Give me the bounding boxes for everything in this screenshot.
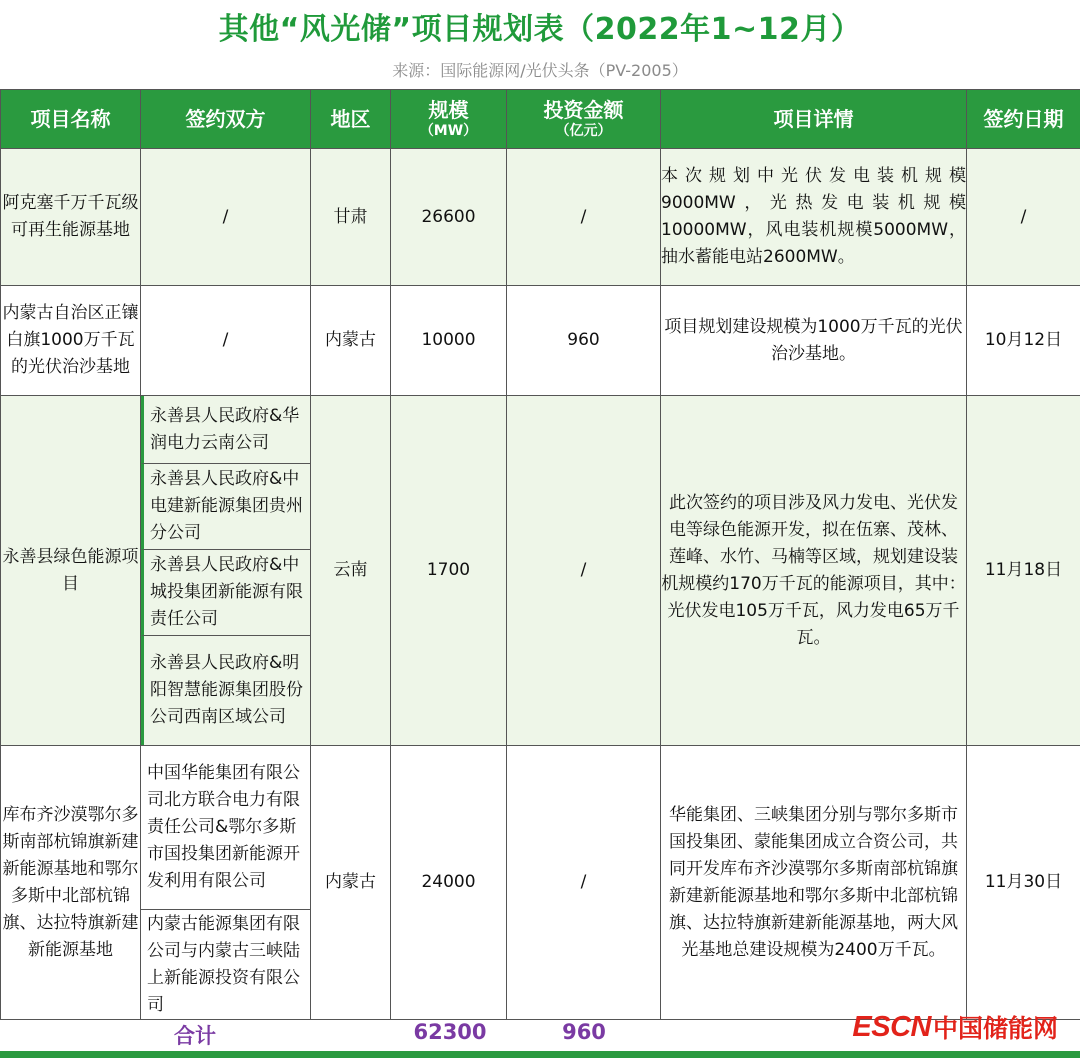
header-detail: 项目详情	[661, 90, 967, 149]
cell-region: 云南	[311, 396, 391, 746]
logo-text: 中国储能网	[932, 1014, 1058, 1043]
table-row	[1, 746, 1080, 1020]
party-entry: 永善县人民政府&华润电力云南公司	[141, 396, 310, 463]
total-label: 合计	[174, 1024, 216, 1048]
logo-mark: ESCN	[852, 1010, 931, 1043]
cell-scale: 1700	[391, 396, 507, 746]
total-investment: 960	[562, 1020, 606, 1044]
header-region: 地区	[311, 90, 391, 149]
header-scale	[391, 90, 507, 149]
cell-project-name: 阿克塞千万千瓦级可再生能源基地	[1, 149, 141, 286]
cell-date: 11月18日	[967, 396, 1080, 746]
party-entry: 永善县人民政府&明阳智慧能源集团股份公司西南区域公司	[141, 635, 310, 745]
cell-parties	[141, 396, 311, 746]
source-note: 来源：国际能源网/光伏头条（PV-2005）	[392, 61, 688, 80]
table-header-row	[1, 90, 1080, 149]
cell-investment: 960	[507, 286, 661, 396]
cell-scale: 26600	[391, 149, 507, 286]
table-row	[1, 286, 1080, 396]
cell-date: 11月30日	[967, 746, 1080, 1020]
cell-scale: 10000	[391, 286, 507, 396]
cell-detail: 此次签约的项目涉及风力发电、光伏发电等绿色能源开发，拟在伍寨、茂林、莲峰、水竹、马楠等区域，规划建设装机规模约170万千瓦的能源项目，其中：光伏发电105万千瓦，风力发电65万千瓦。	[661, 396, 967, 746]
header-investment	[507, 90, 661, 149]
cell-region: 内蒙古	[311, 746, 391, 1020]
header-parties: 签约双方	[141, 90, 311, 149]
table-row	[1, 396, 1080, 746]
header-investment-unit: （亿元）	[555, 122, 612, 139]
header-name: 项目名称	[1, 90, 141, 149]
header-scale-label: 规模	[428, 97, 469, 122]
cell-detail: 项目规划建设规模为1000万千瓦的光伏治沙基地。	[661, 286, 967, 396]
page-title: 其他“风光储”项目规划表（2022年1~12月）	[218, 12, 862, 47]
cell-region: 甘肃	[311, 149, 391, 286]
cell-project-name: 库布齐沙漠鄂尔多斯南部杭锦旗新建新能源基地和鄂尔多斯中北部杭锦旗、达拉特旗新建新能源基地	[1, 746, 141, 1020]
cell-investment: /	[507, 746, 661, 1020]
header-investment-label: 投资金额	[543, 97, 624, 122]
cell-detail: 华能集团、三峡集团分别与鄂尔多斯市国投集团、蒙能集团成立合资公司，共同开发库布齐沙漠鄂尔多斯南部杭锦旗新建新能源基地和鄂尔多斯中北部杭锦旗、达拉特旗新建新能源基地，两大风光基地总建设规模为2400万千瓦。	[661, 746, 967, 1020]
header-scale-unit: （MW）	[419, 122, 478, 139]
party-entry: 永善县人民政府&中电建新能源集团贵州分公司	[141, 463, 310, 549]
header-date: 签约日期	[967, 90, 1080, 149]
escn-logo	[852, 1010, 1058, 1044]
cell-investment: /	[507, 149, 661, 286]
table-row	[1, 149, 1080, 286]
cell-project-name: 永善县绿色能源项目	[1, 396, 141, 746]
cell-date: 10月12日	[967, 286, 1080, 396]
party-entry: 内蒙古能源集团有限公司与内蒙古三峡陆上新能源投资有限公司	[141, 909, 310, 1019]
cell-parties: /	[141, 149, 311, 286]
cell-detail: 本次规划中光伏发电装机规模9000MW，光热发电装机规模10000MW，风电装机规模5000MW，抽水蓄能电站2600MW。	[661, 149, 967, 286]
total-scale: 62300	[413, 1020, 487, 1044]
project-table	[0, 89, 1080, 1020]
cell-date: /	[967, 149, 1080, 286]
cell-project-name: 内蒙古自治区正镶白旗1000万千瓦的光伏治沙基地	[1, 286, 141, 396]
cell-parties	[141, 746, 311, 1020]
bottom-divider	[0, 1051, 1080, 1058]
party-entry: 永善县人民政府&中城投集团新能源有限责任公司	[141, 549, 310, 635]
cell-parties: /	[141, 286, 311, 396]
cell-investment: /	[507, 396, 661, 746]
cell-region: 内蒙古	[311, 286, 391, 396]
party-entry: 中国华能集团有限公司北方联合电力有限责任公司&鄂尔多斯市国投集团新能源开发利用有限公司	[147, 763, 300, 891]
cell-scale: 24000	[391, 746, 507, 1020]
